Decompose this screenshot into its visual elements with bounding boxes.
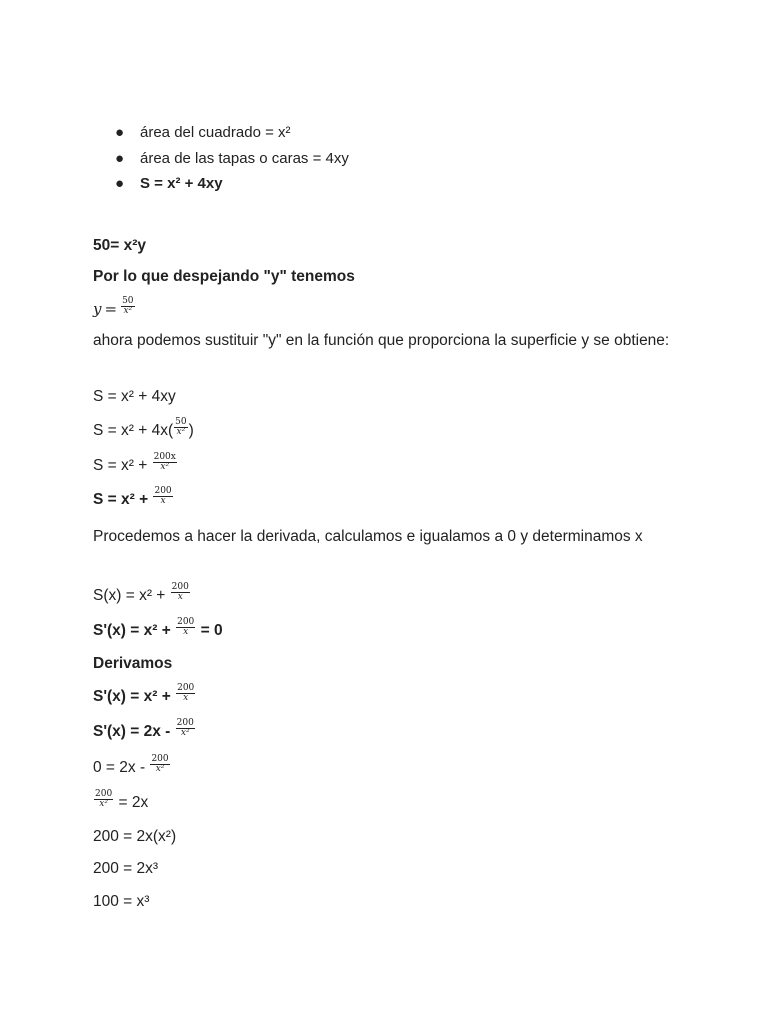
equation-sprime-derived: S'(x) = 2x - $\frac{200}{\text{x²}}$ bbox=[93, 718, 194, 740]
list-item: ● área de las tapas o caras = 4xy bbox=[113, 146, 349, 172]
fraction: $\frac{200}{\text{x²}}$ bbox=[176, 718, 194, 739]
equation-100-x3: 100 = x³ bbox=[93, 893, 150, 910]
equation-y: y = $\frac{50}{\text{x²}}$ bbox=[93, 296, 134, 318]
fraction: $\frac{50}{\text{x²}}$ bbox=[175, 417, 187, 438]
fraction: $\frac{200}{x}$ bbox=[177, 683, 195, 704]
heading-despejando: Por lo que despejando "y" tenemos bbox=[93, 268, 355, 285]
equation-sx: S(x) = x² + $\frac{200}{x}$ bbox=[93, 582, 189, 604]
fraction: $\frac{200}{x}$ bbox=[177, 617, 195, 638]
equation-volume: 50= x²y bbox=[93, 237, 147, 254]
paragraph-derivada: Procedemos a hacer la derivada, calculamos e igualamos a 0 y determinamos x bbox=[93, 528, 643, 545]
equation-200-2x-x2: 200 = 2x(x²) bbox=[93, 828, 177, 845]
bullet-icon: ● bbox=[115, 175, 125, 192]
equation-s-simplified: S = x² + $\frac{200}{x}$ bbox=[93, 486, 172, 508]
equation-zero: 0 = 2x - $\frac{200}{\text{x²}}$ bbox=[93, 754, 169, 776]
fraction: $\frac{200}{x}$ bbox=[171, 582, 189, 603]
fraction: $\frac{200x}{\text{x²}}$ bbox=[153, 452, 176, 473]
equation-s-substituted: S = x² + 4x( $\frac{50}{\text{x²}}$ ) bbox=[93, 417, 194, 439]
equation-fraction-2x: $\frac{200}{\text{x²}}$ = 2x bbox=[95, 789, 149, 811]
list-item: ● área del cuadrado = x² bbox=[113, 120, 349, 146]
equation-s: S = x² + 4xy bbox=[93, 388, 176, 405]
list-item: ● S = x² + 4xy bbox=[113, 171, 349, 197]
fraction: $\frac{200}{\text{x²}}$ bbox=[95, 789, 113, 810]
equation-sprime: S'(x) = x² + $\frac{200}{x}$ bbox=[93, 683, 195, 705]
heading-derivamos: Derivamos bbox=[93, 655, 173, 672]
fraction: $\frac{50}{\text{x²}}$ bbox=[122, 296, 134, 317]
equation-s-expanded: S = x² + $\frac{200x}{\text{x²}}$ bbox=[93, 452, 176, 474]
bullet-icon: ● bbox=[115, 149, 125, 167]
equation-200-2x3: 200 = 2x³ bbox=[93, 860, 159, 877]
fraction: $\frac{200}{\text{x²}}$ bbox=[151, 754, 169, 775]
equation-sprime-zero: S'(x) = x² + $\frac{200}{x}$ = 0 bbox=[93, 617, 223, 639]
paragraph-sustituir: ahora podemos sustituir "y" en la función que proporciona la superficie y se obtiene: bbox=[93, 332, 670, 349]
bullet-icon: ● bbox=[115, 124, 125, 141]
bullet-list bbox=[113, 120, 349, 197]
fraction: $\frac{200}{x}$ bbox=[154, 486, 172, 507]
